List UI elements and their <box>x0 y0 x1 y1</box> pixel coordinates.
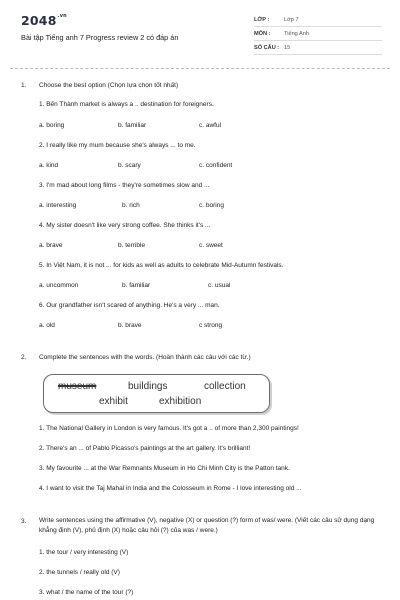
option-a: a. interesting <box>39 202 77 209</box>
section-number: 2. <box>21 354 27 361</box>
option-a: a. kind <box>39 162 59 169</box>
exercise-item: 2. the tunnels / really old (V) <box>39 569 120 576</box>
question-text: 3. I'm mad about long films - they're sometimes slow and ... <box>39 182 210 189</box>
word-bank-box <box>43 374 270 413</box>
question-text: 6. Our grandfather isn't scared of anything. He's a very ... man. <box>39 302 220 309</box>
meta-value: Lớp 7 <box>284 17 299 23</box>
meta-key: LỚP : <box>254 17 270 23</box>
document-title: Bài tập Tiếng anh 7 Progress review 2 có đáp án <box>21 33 179 42</box>
option-c: c. awful <box>199 122 222 129</box>
section-number: 3. <box>21 518 27 525</box>
sentence-text: 2. There's an ... of Pablo Picasso's paintings at the art gallery. It's brilliant! <box>39 445 251 452</box>
logo-suffix: .vn <box>57 13 67 19</box>
option-b: b. familiar <box>122 282 151 289</box>
option-c: c. confident <box>199 162 233 169</box>
section-instruction: Write sentences using the affirmative (V), negative (X) or question (?) form of was/ were. (Viết các câu sử dụng dạng khẳng định (V), phủ định (X) hoặc câu hỏi (?) của was / were.) <box>39 517 375 534</box>
meta-divider <box>254 54 382 55</box>
sentence-text: 3. My favourite ... at the War Remnants Museum in Ho Chi Minh City is the Patton tank. <box>39 465 290 472</box>
option-b: b. rich <box>122 202 140 209</box>
word-bank-word-used: museum <box>58 381 97 392</box>
sentence-text: 1. The National Gallery in London is very famous. It's got a .. of more than 2,300 paintings! <box>39 425 299 432</box>
meta-divider <box>254 40 382 41</box>
question-text: 4. My sister doesn't like very strong coffee. She thinks it's ... <box>39 222 211 229</box>
site-logo[interactable] <box>21 13 67 28</box>
exercise-item: 3. what / the name of the tour (?) <box>39 589 134 596</box>
option-a: a. boring <box>39 122 65 129</box>
section-instruction: Choose the best option (Chọn lựa chọn tốt nhất) <box>39 82 179 89</box>
header-divider <box>10 68 390 69</box>
section-number: 1. <box>21 82 27 89</box>
option-a: a. old <box>39 322 55 329</box>
meta-value: 15 <box>284 45 291 51</box>
option-c: c strong <box>199 322 223 329</box>
section-instruction: Complete the sentences with the words. (Hoàn thành các câu với các từ.) <box>39 354 251 361</box>
option-a: a. uncommon <box>39 282 79 289</box>
word-bank-word: collection <box>204 381 246 392</box>
question-text: 2. I really like my mum because she's always ... to me. <box>39 142 196 149</box>
option-b: b. brave <box>118 322 142 329</box>
option-b: b. familiar <box>118 122 147 129</box>
option-b: b. terrible <box>118 242 146 249</box>
option-c: c. boring <box>199 202 224 209</box>
word-bank-word: buildings <box>128 381 168 392</box>
meta-key: MÔN : <box>254 31 271 37</box>
option-c: c. usual <box>208 282 231 289</box>
option-c: c. sweet <box>199 242 223 249</box>
option-b: b. scary <box>118 162 141 169</box>
sentence-text: 4. I want to visit the Taj Mahal in India and the Colosseum in Rome - I love interesting old ... <box>39 485 302 492</box>
word-bank-word: exhibition <box>159 396 202 407</box>
meta-divider <box>254 26 382 27</box>
word-bank-word: exhibit <box>99 396 128 407</box>
meta-value: Tiếng Anh <box>284 31 309 37</box>
question-text: 5. In Việt Nam, it is not ... for kids as well as adults to celebrate Mid-Autumn festivals. <box>39 262 284 269</box>
exercise-item: 1. the tour / very interesting (V) <box>39 549 129 556</box>
option-a: a. brave <box>39 242 63 249</box>
logo-text: 2048 <box>21 13 57 28</box>
meta-key: SỐ CÂU : <box>254 45 280 51</box>
question-text: 1. Bến Thành market is always a .. destination for foreigners. <box>39 101 214 108</box>
